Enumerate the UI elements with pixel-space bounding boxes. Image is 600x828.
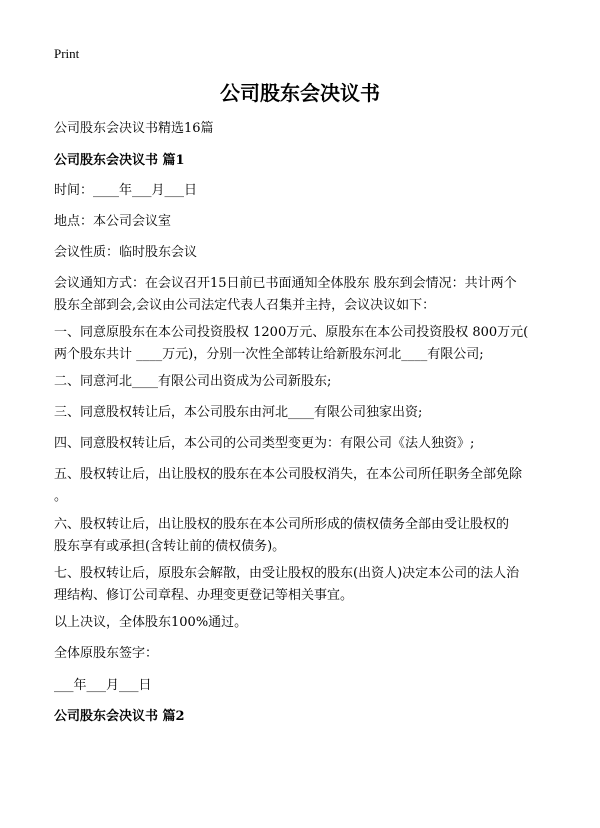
- document-subtitle: 公司股东会决议书精选16篇: [54, 121, 214, 136]
- item-5-line-2: 。: [54, 489, 68, 504]
- meeting-nature: 会议性质：临时股东会议: [54, 245, 198, 260]
- signature-line: 全体原股东签字：: [54, 646, 159, 661]
- meeting-time: 时间：____年___月___日: [54, 183, 198, 198]
- item-6-line-1: 六、股权转让后，出让股权的股东在本公司所形成的债权债务全部由受让股权的: [54, 517, 510, 532]
- section-heading-1: 公司股东会决议书 篇1: [54, 153, 185, 168]
- resolution-item-5: [54, 464, 554, 508]
- print-link[interactable]: Print: [54, 46, 80, 61]
- resolution-conclusion: 以上决议，全体股东100%通过。: [54, 615, 248, 630]
- signature-date: ___年___月___日: [54, 678, 152, 693]
- item-7-line-2: 理结构、修订公司章程、办理变更登记等相关事宜。: [54, 588, 354, 603]
- meeting-place: 地点：本公司会议室: [54, 214, 172, 229]
- resolution-item-3: 三、同意股权转让后，本公司股东由河北____有限公司独家出资;: [54, 405, 423, 420]
- notice-line-2: 股东全部到会,会议由公司法定代表人召集并主持，会议决议如下：: [54, 298, 436, 313]
- section-heading-2: 公司股东会决议书 篇2: [54, 709, 185, 724]
- notice-line-1: 会议通知方式：在会议召开15日前已书面通知全体股东 股东到会情况：共计两个: [54, 276, 517, 291]
- resolution-item-2: 二、同意河北____有限公司出资成为公司新股东;: [54, 374, 332, 389]
- resolution-item-7: [54, 563, 554, 607]
- item-1-line-2: 两个股东共计 ____万元)，分别一次性全部转让给新股东河北____有限公司;: [54, 347, 484, 362]
- item-1-line-1: 一、同意原股东在本公司投资股权 1200万元、原股东在本公司投资股权 800万元(: [54, 325, 529, 340]
- resolution-item-1: [54, 322, 554, 366]
- item-7-line-1: 七、股权转让后，原股东会解散，由受让股权的股东(出资人)决定本公司的法人治: [54, 566, 520, 581]
- document-title: 公司股东会决议书: [220, 81, 380, 105]
- resolution-item-4: 四、同意股权转让后，本公司的公司类型变更为：有限公司《法人独资》;: [54, 436, 475, 451]
- item-5-line-1: 五、股权转让后，出让股权的股东在本公司股权消失，在本公司所任职务全部免除: [54, 467, 523, 482]
- notice-paragraph: [54, 273, 554, 317]
- resolution-item-6: [54, 514, 554, 558]
- item-6-line-2: 股东享有或承担(含转让前的债权债务)。: [54, 539, 286, 554]
